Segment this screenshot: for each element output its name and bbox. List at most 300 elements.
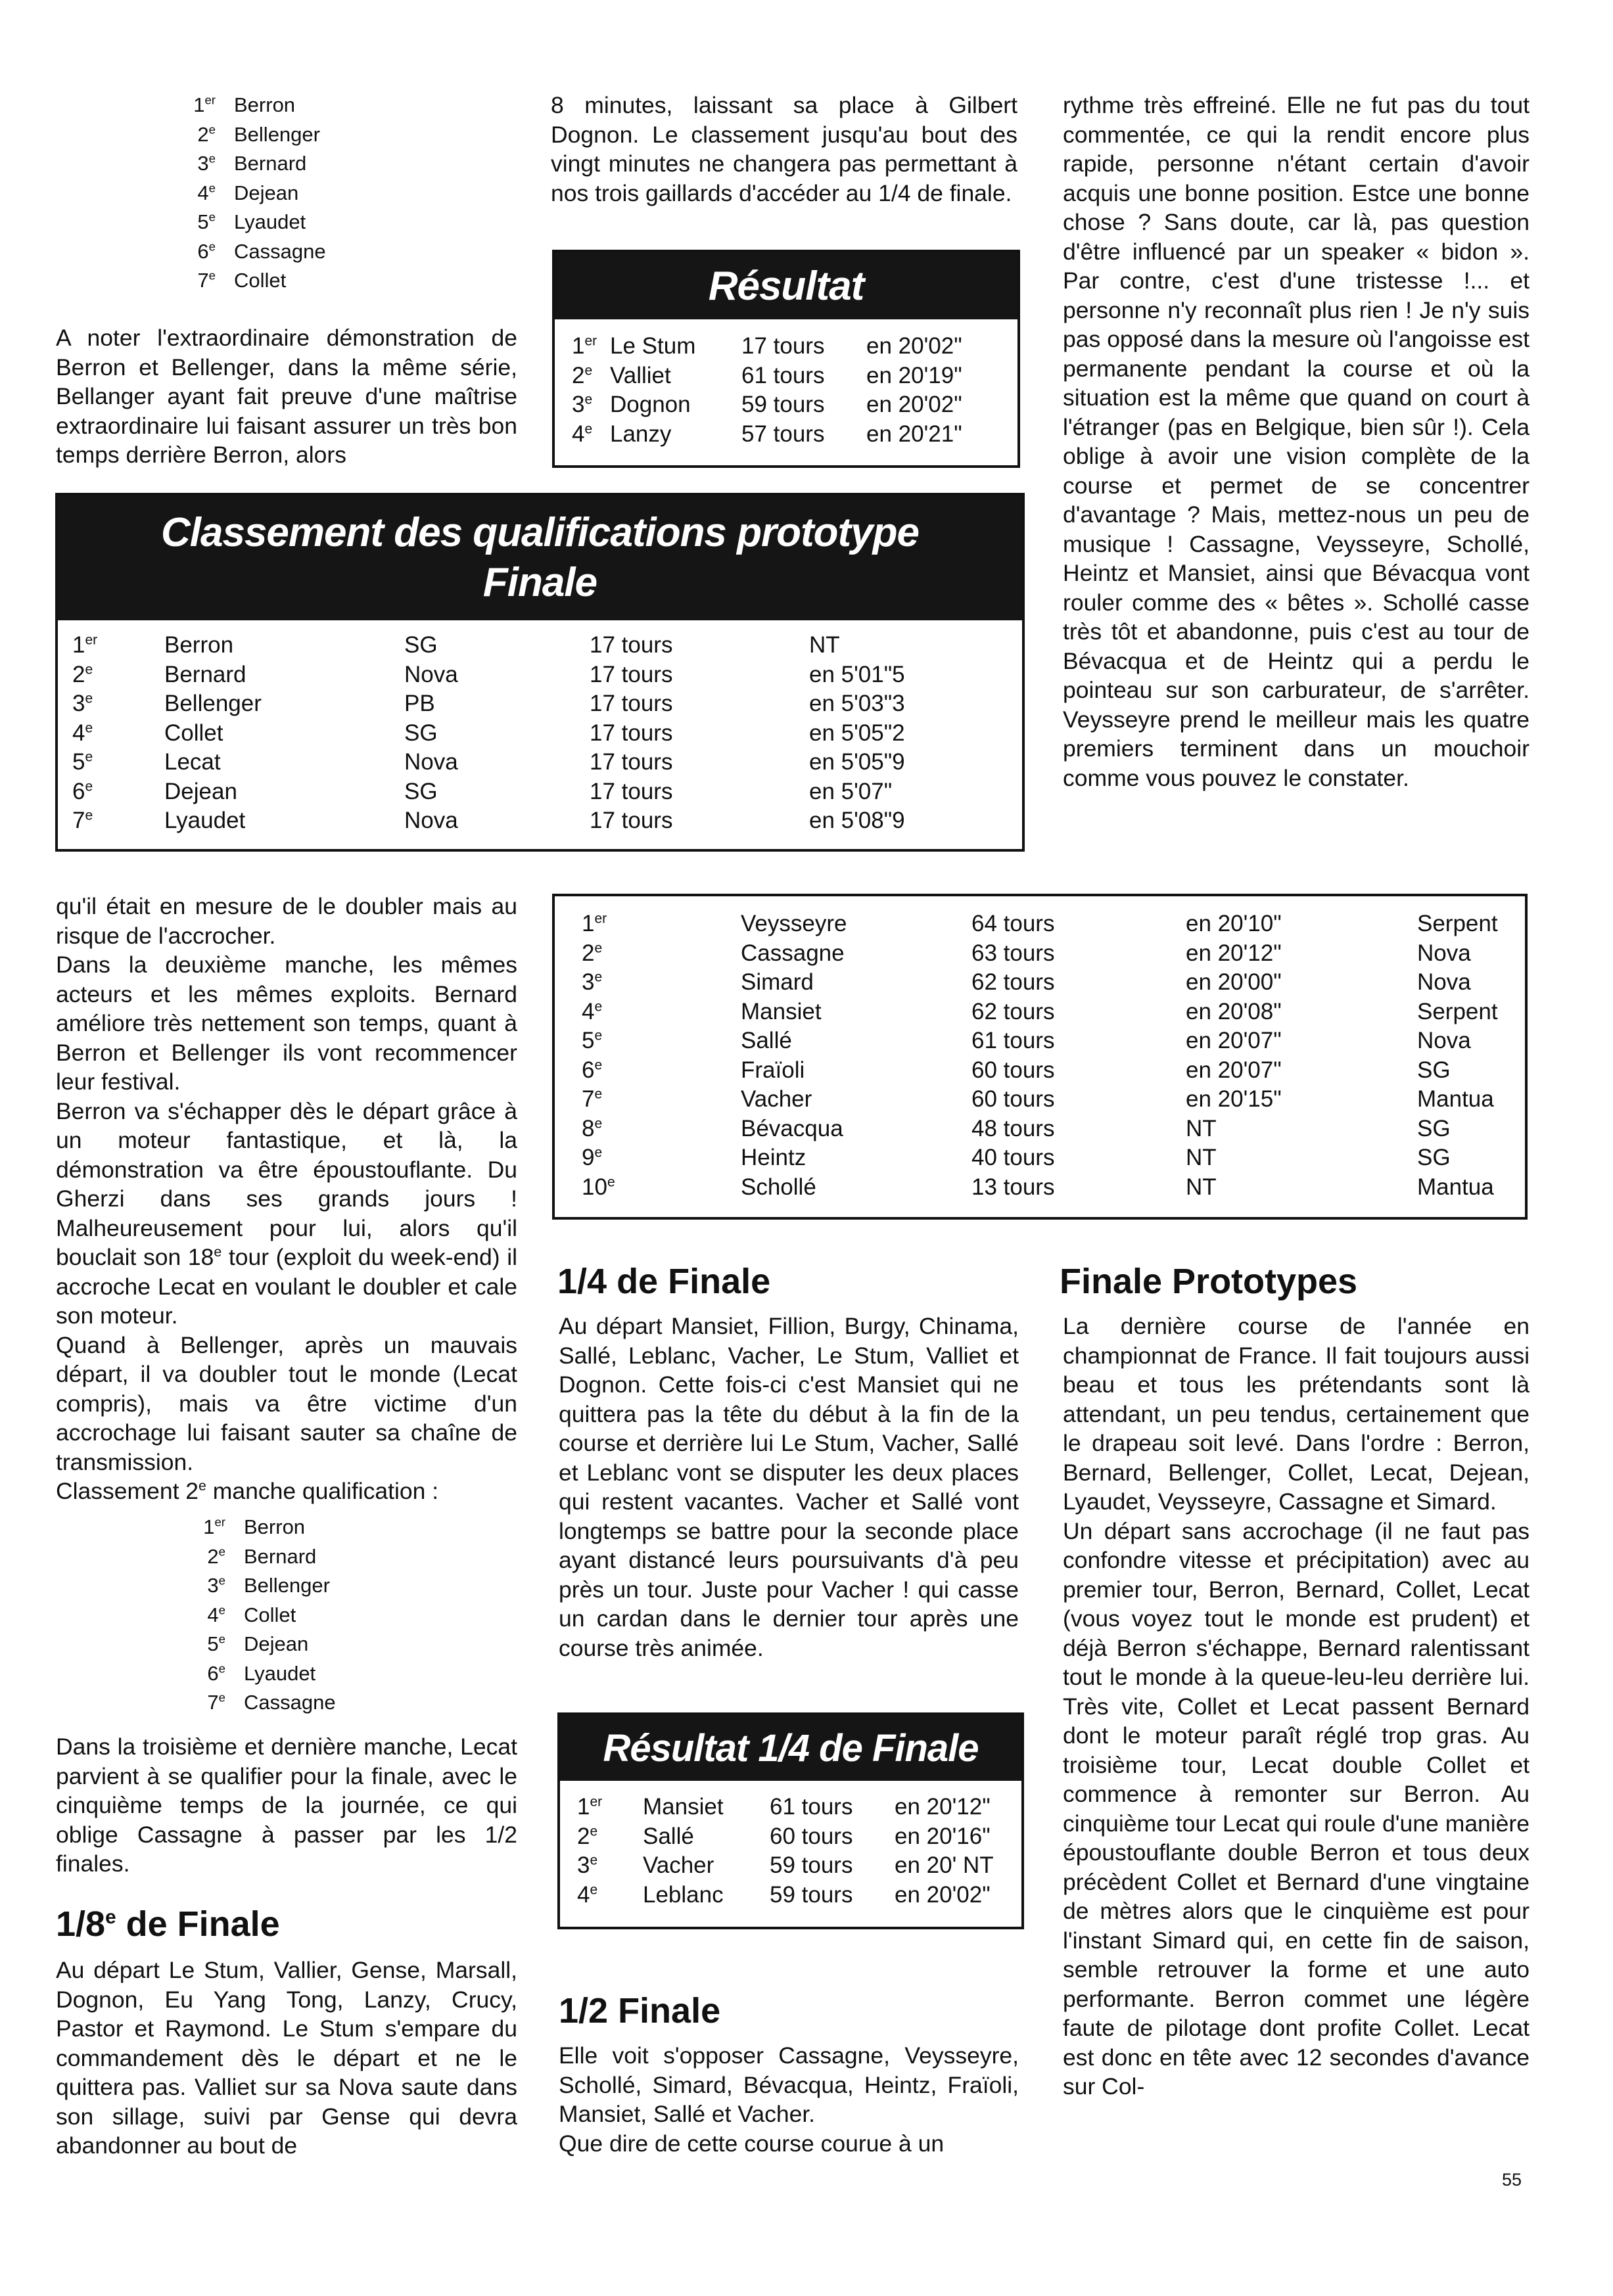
table-row: [577, 1822, 1026, 1852]
time-cell: en 20'02": [895, 1881, 991, 1908]
laps-cell: 61 tours: [770, 1794, 853, 1820]
team-cell: Mantua: [1417, 1086, 1494, 1112]
driver-name: Bernard: [164, 661, 246, 687]
quart-result-banner: [560, 1715, 1021, 1781]
paragraph-text: Quand à Bellenger, après un mauvais départ, il va doubler tout le monde (Lecat compris), mais va être victime d'un accrochage lui faisant sauter sa chaîne de transmission.: [56, 1331, 517, 1475]
time-cell: en 20'10": [1186, 911, 1282, 936]
rank-ordinal: [174, 1513, 244, 1542]
team-cell: SG: [1417, 1145, 1451, 1170]
rank-suffix: e: [584, 392, 593, 407]
rank-suffix: e: [208, 151, 216, 166]
list-item: [164, 266, 362, 296]
driver-name: Berron: [234, 93, 296, 116]
time-cell: NT: [1186, 1145, 1217, 1170]
laps-cell: 62 tours: [971, 998, 1055, 1024]
rank-suffix: e: [594, 1028, 603, 1044]
rank-number: 7: [207, 1691, 219, 1714]
rank-number: 5: [207, 1632, 219, 1655]
rank-ordinal: [174, 1571, 244, 1601]
rank-ordinal: [577, 1822, 643, 1852]
rank-number: 2: [582, 940, 595, 966]
table-row: [72, 689, 954, 719]
table-row: [72, 748, 954, 777]
rank-number: 4: [577, 1881, 590, 1908]
rank-suffix: e: [594, 1115, 603, 1131]
demi-results-table: [582, 909, 1535, 1202]
rank-suffix: e: [208, 268, 216, 283]
qualif-subtitle: Finale: [482, 560, 597, 605]
team-cell: Mantua: [1417, 1174, 1494, 1200]
laps-cell: 17 tours: [590, 691, 673, 716]
rank-ordinal: [174, 1630, 244, 1659]
paragraph-text: Un départ sans accrochage (il ne faut pas confondre vitesse et précipitation) avec au premier tour, Berron, Bernard, Collet, Lecat (vous voyez tout le monde est prudent) et déjà Berron s'échappe, Bernard ralentissant tout le monde à la queue-leu-leu derrière lui. Très vite, Collet et Lecat passent Bernard dont le moteur paraît réglé trop gras. Au troisième tour, Lecat double Collet et commence à remonter sur Berron. Au cinquième tour Lecat qui roule d'une manière époustouflante double Berron et tous deux précèdent Collet et Bernard d'une vingtaine de mètres alors que le cinquième est pour l'instant Simard qui, en cette fin de saison, semble retrouver la forme et une auto performante. Berron commet une légère faute de pilotage dont profite Collet. Lecat est donc en tête avec 12 secondes d'avance sur Col-: [1063, 1517, 1530, 2100]
rank-ordinal: [72, 806, 164, 836]
table-row: [572, 332, 991, 361]
driver-name: Bellenger: [164, 691, 262, 716]
laps-cell: 17 tours: [590, 778, 673, 804]
rank-suffix: e: [218, 1632, 225, 1646]
rank-ordinal: [582, 1114, 741, 1144]
time-cell: en 20'00": [1186, 969, 1282, 995]
driver-name: Dejean: [244, 1632, 309, 1655]
rank-ordinal: [174, 1601, 244, 1630]
list-item: [164, 237, 362, 267]
table-row: [577, 1793, 1026, 1822]
laps-cell: 17 tours: [590, 632, 673, 658]
driver-name: Berron: [244, 1515, 306, 1538]
rank-suffix: er: [85, 632, 98, 648]
driver-name: Lecat: [164, 749, 221, 775]
driver-name: Lyaudet: [244, 1661, 316, 1685]
rank-number: 4: [72, 720, 85, 746]
laps-cell: 59 tours: [770, 1852, 853, 1878]
laps-cell: 59 tours: [770, 1881, 853, 1908]
paragraph-text: rythme très effreiné. Elle ne fut pas du tout commentée, ce qui la rendit encore plus rapide, personne n'étant certain d'avoir acquis une bonne position. Estce une bonne chose ? Sans doute, car là, pas question d'être influencé par un speaker « bidon ». Par contre, c'est d'une tristesse !... et personne n'y reconnaît plus rien ! Je n'y suis pas opposé dans la mesure où l'angoisse est permanente pendant la course et où la situation est la même que quand on court à l'étranger (pas en Belgique, bien sûr !). Cela oblige à avoir une vision complète de la course et permet de se concentrer d'avantage ? Mais, mettez-nous un peu de musique ! Cassagne, Veysseyre, Schollé, Heintz et Mansiet, ainsi que Bévacqua vont rouler comme des « bêtes ». Schollé casse très tôt et abandonne, puis c'est au tour de Bévacqua et de Heintz qui a perdu le pointeau sur son carburateur, de s'arrêter. Veysseyre prend le meilleur mais les quatre premiers terminent dans un mouchoir comme vous pouvez le constater.: [1063, 92, 1530, 791]
rank-number: 2: [197, 122, 209, 146]
rank-ordinal: [164, 237, 234, 267]
rank-number: 6: [582, 1057, 595, 1083]
paragraph-text: Berron va s'échapper dès le départ grâce à un moteur fantastique, et là, la démonstration va être époustouflante. Du Gherzi dans ses grands jours ! Malheureusement pour lui, alors qu'il bouclait son 18e tour (exploit du week-end) il accroche Lecat en voulant le doubler et cale son moteur.: [56, 1097, 518, 1329]
driver-name: Sallé: [741, 1028, 792, 1053]
paragraph-text: Au départ Mansiet, Fillion, Burgy, Chinama, Sallé, Leblanc, Vacher, Le Stum, Valliet et Dognon. Cette fois-ci c'est Mansiet qui ne quittera pas la tête du début à la fin de la course et derrière lui Le Stum, Vacher, Sallé et Leblanc vont se disputer les deux places qui restent vacantes. Vacher et Sallé vont longtemps se battre pour la seconde place ayant distancé leurs poursuivants d'à peu près un tour. Juste pour Vacher ! qui casse un cardan dans le dernier tour après une course très animée.: [559, 1313, 1019, 1661]
table-row: [572, 420, 991, 449]
driver-name: Bellenger: [244, 1574, 330, 1597]
time-cell: en 20'15": [1186, 1086, 1282, 1112]
driver-name: Bévacqua: [741, 1115, 843, 1141]
time-cell: en 20' NT: [895, 1852, 994, 1878]
driver-name: Cassagne: [244, 1691, 336, 1714]
rank-suffix: e: [594, 940, 603, 955]
time-cell: en 20'19": [866, 362, 962, 388]
resultat-table: [572, 332, 991, 449]
time-cell: en 20'02": [866, 392, 962, 417]
driver-name: Bernard: [244, 1544, 317, 1568]
rank-suffix: e: [218, 1544, 225, 1559]
rank-ordinal: [72, 631, 164, 660]
list-item: [174, 1513, 371, 1542]
team-cell: SG: [1417, 1115, 1451, 1141]
rank-number: 5: [72, 749, 85, 775]
rank-suffix: e: [218, 1661, 225, 1676]
rank-suffix: e: [208, 239, 216, 254]
team-cell: Nova: [1417, 1028, 1471, 1053]
rank-suffix: e: [218, 1603, 225, 1617]
rank-suffix: e: [85, 720, 93, 735]
rank-ordinal: [577, 1793, 643, 1822]
rank-number: 4: [572, 421, 585, 447]
rank-number: 1: [577, 1794, 590, 1820]
resultat-title: Résultat: [708, 263, 864, 309]
time-cell: en 20'12": [895, 1794, 991, 1820]
laps-cell: 40 tours: [971, 1145, 1055, 1170]
list-item: [164, 91, 362, 120]
laps-cell: 60 tours: [971, 1086, 1055, 1112]
table-row: [582, 1085, 1535, 1114]
rank-suffix: e: [584, 362, 593, 378]
rank-suffix: e: [218, 1690, 225, 1705]
rank-number: 1: [572, 333, 585, 359]
table-row: [72, 719, 954, 748]
rank-ordinal: [174, 1659, 244, 1689]
driver-name: Lyaudet: [234, 210, 306, 233]
rank-suffix: er: [204, 93, 216, 107]
table-row: [577, 1881, 1026, 1910]
paragraph-text: La dernière course de l'année en championnat de France. Il fait toujours aussi beau et tous les prétendants sont là attendant, un peu tendus, certainement que le drapeau soit levé. Dans l'ordre : Berron, Bernard, Bellenger, Collet, Lecat, Dejean, Lyaudet, Veysseyre, Cassagne et Simard.: [1063, 1313, 1530, 1515]
driver-name: Mansiet: [643, 1794, 724, 1820]
rank-number: 5: [197, 210, 209, 233]
time-cell: en 5'03"3: [809, 691, 905, 716]
rank-ordinal: [164, 91, 234, 120]
rank-number: 1: [72, 632, 85, 658]
driver-name: Dejean: [164, 778, 237, 804]
driver-name: Leblanc: [643, 1881, 724, 1908]
rank-suffix: er: [584, 333, 597, 349]
col2-paragraph-3: [559, 2041, 1019, 2158]
rank-ordinal: [164, 149, 234, 179]
list-item: [174, 1688, 371, 1718]
driver-name: Bellenger: [234, 122, 320, 146]
table-row: [72, 660, 954, 690]
rank-number: 3: [207, 1574, 219, 1597]
rank-ordinal: [572, 420, 610, 449]
driver-name: Simard: [741, 969, 814, 995]
team-cell: Nova: [404, 808, 458, 833]
col1-paragraph-1: [56, 323, 517, 470]
rank-suffix: e: [590, 1823, 598, 1839]
driver-name: Heintz: [741, 1145, 806, 1170]
rank-number: 6: [72, 778, 85, 804]
rank-suffix: e: [208, 122, 216, 137]
rank-ordinal: [572, 361, 610, 391]
qualif-title: Classement des qualifications prototype: [160, 510, 920, 555]
rank-ordinal: [582, 939, 741, 969]
paragraph-text: qu'il était en mesure de le doubler mais au risque de l'accrocher.: [56, 893, 517, 949]
laps-cell: 17 tours: [741, 333, 825, 359]
col3-paragraph-2: [1063, 1312, 1530, 2101]
team-cell: Serpent: [1417, 998, 1498, 1024]
rank-number: 4: [197, 181, 209, 204]
driver-name: Schollé: [741, 1174, 816, 1200]
team-cell: SG: [1417, 1057, 1451, 1083]
driver-name: Collet: [164, 720, 223, 746]
driver-name: Bernard: [234, 152, 307, 175]
paragraph-text: A noter l'extraordinaire démonstration de Berron et Bellenger, dans la même série, Bellanger ayant fait preuve d'une maîtrise extraordinaire lui faisant assurer un très bon temps derrière Berron, alors: [56, 325, 517, 468]
rank-number: 9: [582, 1145, 595, 1170]
rank-number: 2: [577, 1823, 590, 1849]
rank-ordinal: [582, 1085, 741, 1114]
paragraph-text: 8 minutes, laissant sa place à Gilbert Dognon. Le classement jusqu'au bout des vingt minutes ne changera pas permettant à nos trois gaillards d'accéder au 1/4 de finale.: [551, 92, 1017, 206]
rank-number: 2: [72, 661, 85, 687]
rank-suffix: e: [590, 1852, 598, 1868]
rank-number: 4: [582, 998, 595, 1024]
team-cell: SG: [404, 720, 438, 746]
laps-cell: 57 tours: [741, 421, 825, 447]
quart-result-table: [577, 1793, 1026, 1910]
laps-cell: 60 tours: [770, 1823, 853, 1849]
team-cell: Nova: [1417, 940, 1471, 966]
rank-suffix: er: [590, 1794, 603, 1810]
rank-suffix: e: [594, 1145, 603, 1160]
col1-paragraph-4: [56, 1956, 517, 2161]
col2-paragraph-2: [559, 1312, 1019, 1663]
rank-ordinal: [174, 1688, 244, 1718]
rank-suffix: e: [584, 421, 593, 436]
driver-name: Berron: [164, 632, 234, 658]
top-ranking-list: [164, 91, 362, 296]
laps-cell: 60 tours: [971, 1057, 1055, 1083]
laps-cell: 61 tours: [971, 1028, 1055, 1053]
rank-ordinal: [164, 179, 234, 208]
rank-suffix: e: [208, 210, 216, 224]
list-item: [164, 149, 362, 179]
driver-name: Vacher: [741, 1086, 812, 1112]
driver-name: Vacher: [643, 1852, 714, 1878]
rank-number: 3: [197, 152, 209, 175]
laps-cell: 17 tours: [590, 808, 673, 833]
rank-suffix: e: [85, 661, 93, 677]
table-row: [582, 1143, 1535, 1173]
col1-paragraph-2: [56, 892, 517, 1506]
rank-suffix: e: [594, 998, 603, 1014]
rank-ordinal: [572, 390, 610, 420]
laps-cell: 64 tours: [971, 911, 1055, 936]
rank-ordinal: [72, 748, 164, 777]
mid-ranking-list: [174, 1513, 371, 1718]
time-cell: NT: [1186, 1174, 1217, 1200]
time-cell: NT: [1186, 1115, 1217, 1141]
rank-number: 6: [197, 239, 209, 263]
rank-ordinal: [582, 998, 741, 1027]
rank-ordinal: [164, 208, 234, 237]
rank-suffix: e: [594, 1057, 603, 1072]
time-cell: en 20'21": [866, 421, 962, 447]
team-cell: Serpent: [1417, 911, 1498, 936]
rank-suffix: e: [607, 1174, 615, 1189]
rank-number: 5: [582, 1028, 595, 1053]
rank-suffix: e: [218, 1573, 225, 1588]
col2-paragraph-1: [551, 91, 1017, 208]
team-cell: Nova: [404, 661, 458, 687]
driver-name: Cassagne: [234, 239, 326, 263]
driver-name: Collet: [234, 269, 287, 292]
list-item: [164, 120, 362, 150]
time-cell: en 20'16": [895, 1823, 991, 1849]
driver-name: Lanzy: [610, 421, 672, 447]
rank-number: 1: [193, 93, 205, 116]
time-cell: en 20'07": [1186, 1057, 1282, 1083]
rank-ordinal: [582, 1056, 741, 1086]
team-cell: SG: [404, 632, 438, 658]
table-row: [72, 806, 954, 836]
rank-suffix: er: [214, 1515, 225, 1529]
time-cell: en 5'07": [809, 778, 893, 804]
time-cell: en 5'05"9: [809, 749, 905, 775]
rank-ordinal: [572, 332, 610, 361]
table-row: [572, 390, 991, 420]
rank-number: 3: [572, 392, 585, 417]
list-item: [164, 208, 362, 237]
table-row: [72, 631, 954, 660]
rank-number: 8: [582, 1115, 595, 1141]
rank-suffix: e: [590, 1881, 598, 1897]
driver-name: Sallé: [643, 1823, 694, 1849]
rank-number: 10: [582, 1174, 607, 1200]
rank-suffix: e: [208, 181, 216, 195]
rank-suffix: e: [594, 969, 603, 985]
paragraph-text: Dans la deuxième manche, les mêmes acteurs et les mêmes exploits. Bernard améliore très nettement son temps, quant à Berron et Bellenger ils vont recommencer leur festival.: [56, 952, 517, 1095]
rank-ordinal: [164, 120, 234, 150]
rank-number: 2: [207, 1544, 219, 1568]
driver-name: Dognon: [610, 392, 691, 417]
table-row: [72, 777, 954, 807]
driver-name: Cassagne: [741, 940, 845, 966]
table-row: [582, 968, 1535, 998]
driver-name: Lyaudet: [164, 808, 246, 833]
rank-ordinal: [577, 1881, 643, 1910]
time-cell: en 20'08": [1186, 998, 1282, 1024]
rank-number: 7: [72, 808, 85, 833]
rank-number: 1: [582, 911, 595, 936]
rank-ordinal: [582, 968, 741, 998]
list-item: [164, 179, 362, 208]
driver-name: Collet: [244, 1603, 296, 1626]
table-row: [572, 361, 991, 391]
table-row: [577, 1851, 1026, 1881]
list-item: [174, 1659, 371, 1689]
time-cell: en 5'08"9: [809, 808, 905, 833]
list-item: [174, 1542, 371, 1572]
table-row: [582, 909, 1535, 939]
laps-cell: 62 tours: [971, 969, 1055, 995]
paragraph-text: Au départ Le Stum, Vallier, Gense, Marsall, Dognon, Eu Yang Tong, Lanzy, Crucy, Pastor et Raymond. Le Stum s'empare du commandement dès le départ et ne le quittera pas. Valliet sur sa Nova saute dans son sillage, suivi par Gense qui devra abandonner au bout de: [56, 1957, 517, 2159]
driver-name: Veysseyre: [741, 911, 847, 936]
rank-number: 7: [197, 269, 209, 292]
paragraph-text: Que dire de cette course courue à un: [559, 2130, 945, 2157]
time-cell: en 20'12": [1186, 940, 1282, 966]
rank-ordinal: [577, 1851, 643, 1881]
laps-cell: 63 tours: [971, 940, 1055, 966]
driver-name: Valliet: [610, 362, 671, 388]
paragraph-text: Dans la troisième et dernière manche, Lecat parvient à se qualifier pour la finale, avec le cinquième temps de la journée, ce qui oblige Cassagne à passer par les 1/2 finales.: [56, 1733, 517, 1877]
rank-ordinal: [582, 1143, 741, 1173]
table-row: [582, 1056, 1535, 1086]
rank-ordinal: [582, 1026, 741, 1056]
heading-finale-prototypes: Finale Prototypes: [1060, 1262, 1358, 1301]
list-item: [174, 1601, 371, 1630]
qualif-banner: [58, 495, 1022, 620]
rank-suffix: e: [85, 691, 93, 706]
col3-paragraph-1: [1063, 91, 1530, 792]
rank-ordinal: [164, 266, 234, 296]
list-item: [174, 1571, 371, 1601]
rank-suffix: e: [594, 1086, 603, 1102]
heading-quart-finale: 1/4 de Finale: [557, 1262, 771, 1301]
rank-ordinal: [72, 689, 164, 719]
list-item: [174, 1630, 371, 1659]
laps-cell: 59 tours: [741, 392, 825, 417]
time-cell: en 5'01"5: [809, 661, 905, 687]
table-row: [582, 939, 1535, 969]
rank-suffix: e: [85, 808, 93, 823]
laps-cell: 61 tours: [741, 362, 825, 388]
team-cell: PB: [404, 691, 435, 716]
team-cell: Nova: [404, 749, 458, 775]
laps-cell: 17 tours: [590, 661, 673, 687]
rank-number: 2: [572, 362, 585, 388]
team-cell: SG: [404, 778, 438, 804]
rank-ordinal: [582, 1173, 741, 1203]
time-cell: en 20'07": [1186, 1028, 1282, 1053]
driver-name: Dejean: [234, 181, 299, 204]
driver-name: Le Stum: [610, 333, 696, 359]
rank-suffix: e: [85, 749, 93, 765]
rank-suffix: e: [85, 778, 93, 794]
time-cell: en 20'02": [866, 333, 962, 359]
laps-cell: 17 tours: [590, 749, 673, 775]
laps-cell: 13 tours: [971, 1174, 1055, 1200]
page-number: 55: [1502, 2170, 1522, 2190]
rank-number: 1: [203, 1515, 215, 1538]
rank-ordinal: [72, 777, 164, 807]
rank-number: 3: [577, 1852, 590, 1878]
table-row: [582, 1173, 1535, 1203]
col1-paragraph-3: [56, 1732, 517, 1879]
qualif-table: [72, 631, 954, 836]
rank-number: 6: [207, 1661, 219, 1685]
resultat-banner: [555, 252, 1017, 319]
table-row: [582, 1114, 1535, 1144]
rank-ordinal: [174, 1542, 244, 1572]
quart-result-title: Résultat 1/4 de Finale: [603, 1726, 979, 1770]
rank-ordinal: [582, 909, 741, 939]
table-row: [582, 1026, 1535, 1056]
time-cell: en 5'05"2: [809, 720, 905, 746]
rank-ordinal: [72, 660, 164, 690]
rank-number: 4: [207, 1603, 219, 1626]
laps-cell: 17 tours: [590, 720, 673, 746]
paragraph-text: Elle voit s'opposer Cassagne, Veysseyre, Schollé, Simard, Bévacqua, Heintz, Fraïoli, Mansiet, Sallé et Vacher.: [559, 2042, 1019, 2127]
time-cell: NT: [809, 632, 840, 658]
rank-number: 3: [72, 691, 85, 716]
rank-suffix: er: [594, 911, 607, 927]
laps-cell: 48 tours: [971, 1115, 1055, 1141]
heading-huitieme-finale: 1/8e de Finale: [56, 1904, 280, 1944]
table-row: [582, 998, 1535, 1027]
rank-ordinal: [72, 719, 164, 748]
rank-number: 7: [582, 1086, 595, 1112]
heading-demi-finale: 1/2 Finale: [559, 1991, 721, 2031]
team-cell: Nova: [1417, 969, 1471, 995]
